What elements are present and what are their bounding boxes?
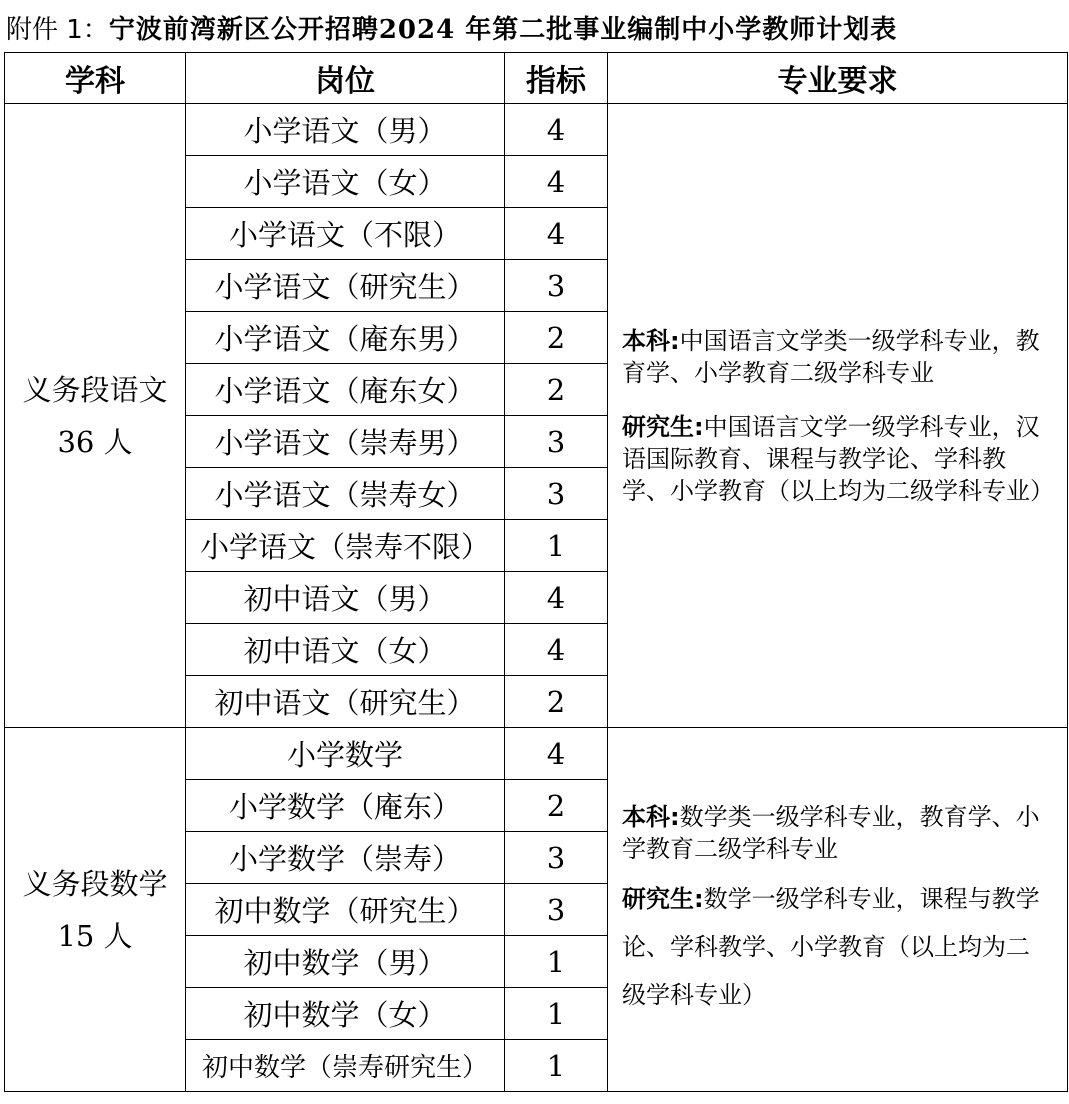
subject-cell-chinese: 义务段语文 36 人	[5, 104, 186, 728]
quota-cell: 2	[505, 676, 608, 728]
quota-cell: 3	[505, 260, 608, 312]
quota-cell: 3	[505, 884, 608, 936]
quota-cell: 4	[505, 104, 608, 156]
quota-cell: 4	[505, 156, 608, 208]
post-cell: 初中数学（男）	[186, 936, 505, 988]
post-cell: 小学语文（崇寿男）	[186, 416, 505, 468]
post-cell: 小学语文（庵东男）	[186, 312, 505, 364]
post-cell: 初中数学（崇寿研究生）	[186, 1040, 505, 1092]
post-cell: 小学语文（研究生）	[186, 260, 505, 312]
post-cell: 小学语文（庵东女）	[186, 364, 505, 416]
grad-requirement	[622, 411, 1053, 507]
header-requirements: 专业要求	[608, 53, 1068, 104]
post-cell: 初中语文（女）	[186, 624, 505, 676]
requirements-cell-chinese	[608, 104, 1068, 728]
attachment-label: 附件 1：	[6, 15, 109, 45]
quota-cell: 3	[505, 468, 608, 520]
quota-cell: 4	[505, 728, 608, 780]
header-post: 岗位	[186, 53, 505, 104]
subject-cell-math: 义务段数学 15 人	[5, 728, 186, 1092]
table-header-row	[5, 53, 1068, 104]
quota-cell: 4	[505, 208, 608, 260]
requirements-cell-math	[608, 728, 1068, 1092]
quota-cell: 3	[505, 832, 608, 884]
grad-label: 研究生:	[622, 884, 704, 913]
post-cell: 初中语文（男）	[186, 572, 505, 624]
post-cell: 小学语文（男）	[186, 104, 505, 156]
quota-cell: 4	[505, 624, 608, 676]
table-row	[5, 104, 1068, 156]
header-subject: 学科	[5, 53, 186, 104]
quota-cell: 4	[505, 572, 608, 624]
undergrad-label: 本科:	[622, 802, 680, 831]
quota-cell: 2	[505, 312, 608, 364]
quota-cell: 1	[505, 1040, 608, 1092]
quota-cell: 1	[505, 988, 608, 1040]
grad-label: 研究生:	[622, 412, 704, 441]
grad-text: 数学一级学科专业，课程与教学论、学科教学、小学教育（以上均为二级学科专业）	[622, 884, 1040, 1009]
post-cell: 初中数学（研究生）	[186, 884, 505, 936]
quota-cell: 1	[505, 520, 608, 572]
undergrad-text: 中国语言文学类一级学科专业，教育学、小学教育二级学科专业	[622, 326, 1040, 387]
undergrad-label: 本科:	[622, 326, 680, 355]
grad-requirement	[622, 875, 1053, 1019]
post-cell: 小学数学	[186, 728, 505, 780]
quota-cell: 3	[505, 416, 608, 468]
undergrad-text: 数学类一级学科专业，教育学、小学教育二级学科专业	[622, 802, 1040, 863]
quota-cell: 2	[505, 364, 608, 416]
title-text: 宁波前湾新区公开招聘2024 年第二批事业编制中小学教师计划表	[108, 15, 898, 45]
grad-text: 中国语言文学一级学科专业，汉语国际教育、课程与教学论、学科教学、小学教育（以上均为二级学科专业）	[622, 412, 1054, 505]
post-cell: 初中语文（研究生）	[186, 676, 505, 728]
quota-cell: 2	[505, 780, 608, 832]
undergrad-requirement	[622, 325, 1053, 389]
post-cell: 初中数学（女）	[186, 988, 505, 1040]
post-cell: 小学数学（崇寿）	[186, 832, 505, 884]
table-row	[5, 728, 1068, 780]
post-cell: 小学语文（崇寿不限）	[186, 520, 505, 572]
post-cell: 小学语文（女）	[186, 156, 505, 208]
post-cell: 小学数学（庵东）	[186, 780, 505, 832]
header-quota: 指标	[505, 53, 608, 104]
recruitment-plan-table	[4, 52, 1068, 1092]
undergrad-requirement	[622, 801, 1053, 865]
post-cell: 小学语文（不限）	[186, 208, 505, 260]
post-cell: 小学语文（崇寿女）	[186, 468, 505, 520]
document-title	[6, 12, 897, 48]
quota-cell: 1	[505, 936, 608, 988]
